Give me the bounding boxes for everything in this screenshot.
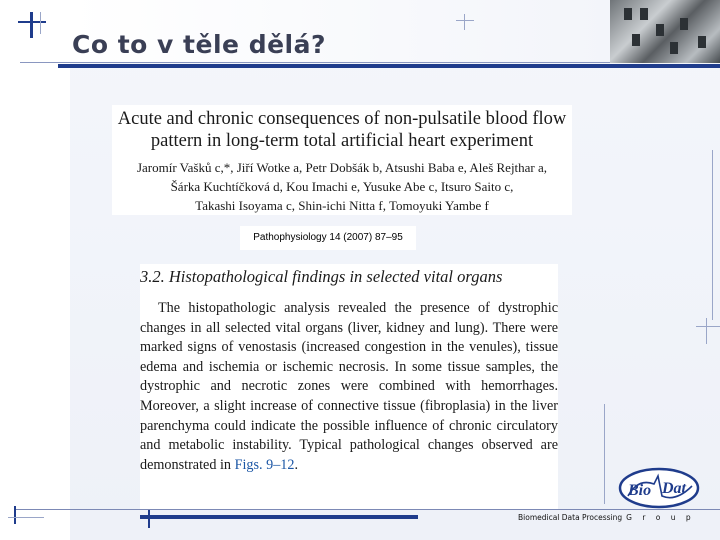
footer-caption-group: G r o u p bbox=[626, 513, 695, 522]
journal-citation: Pathophysiology 14 (2007) 87–95 bbox=[253, 232, 403, 243]
corner-mark-top-right-horizontal bbox=[456, 20, 474, 21]
footer-accent-bar bbox=[140, 515, 418, 519]
side-rule-right bbox=[712, 150, 713, 320]
journal-citation-card bbox=[240, 226, 416, 250]
paper-title-line-1: Acute and chronic consequences of non-pulsatile blood flow bbox=[117, 109, 567, 129]
building-photo bbox=[610, 0, 720, 63]
paper-authors-line-2: Šárka Kuchtíčková d, Kou Imachi e, Yusuke Abe c, Itsuro Saito c, bbox=[170, 179, 514, 194]
footer-rule bbox=[14, 509, 720, 510]
side-rule-right-lower bbox=[604, 404, 605, 504]
slide-title: Co to v těle dělá? bbox=[72, 30, 326, 59]
footer-caption bbox=[518, 513, 695, 522]
excerpt-body-text: The histopathologic analysis revealed the presence of dystrophic changes in all selected vital organs (liver, kidney and lung). There were marked signs of venostasis (increased congestion in the venules), tissue edema and ischemia or ischemic necrosis. In some tissue samples, the dystrophic and necrotic zones were combined with hemorrhages. Moreover, a slight increase of connective tissue (fibroplasia) in the liver parenchyma could indicate the possible influence of chronic circulatory and metabolic instability. Typical pathological changes observed are demonstrated in bbox=[140, 300, 558, 473]
paper-title-card bbox=[112, 105, 572, 215]
corner-mark-right-vertical bbox=[706, 318, 707, 344]
footer-mark-left-vertical bbox=[14, 506, 16, 524]
footer-mark-mid-vertical bbox=[148, 510, 150, 528]
paper-authors-line-3: Takashi Isoyama c, Shin-ichi Nitta f, Tomoyuki Yambe f bbox=[195, 198, 489, 213]
excerpt-card bbox=[140, 264, 558, 510]
corner-mark-top-left-thin bbox=[40, 12, 41, 34]
paper-title-line-2: pattern in long-term total artificial heart experiment bbox=[150, 131, 534, 151]
excerpt-body bbox=[140, 299, 558, 475]
title-rule bbox=[58, 64, 720, 68]
corner-mark-top-left-horizontal bbox=[18, 21, 46, 23]
footer-mark-left-horizontal bbox=[8, 517, 44, 518]
logo-text-right: Dat bbox=[662, 480, 686, 497]
logo-text-left: Bio bbox=[628, 482, 652, 499]
paper-authors-line-1: Jaromír Vašků c,*, Jiří Wotke a, Petr Dobšák b, Atsushi Baba e, Aleš Rejthar a, bbox=[136, 160, 548, 175]
footer-caption-text: Biomedical Data Processing bbox=[518, 513, 623, 522]
corner-mark-right-horizontal bbox=[696, 326, 720, 327]
excerpt-heading: 3.2. Histopathological findings in selected vital organs bbox=[140, 267, 503, 286]
figure-reference-link[interactable]: Figs. 9–12 bbox=[234, 456, 295, 473]
corner-mark-top-right-vertical bbox=[464, 14, 465, 30]
excerpt-body-end: . bbox=[294, 456, 299, 473]
biodat-logo bbox=[618, 466, 700, 510]
corner-mark-top-left-vertical bbox=[30, 12, 33, 38]
